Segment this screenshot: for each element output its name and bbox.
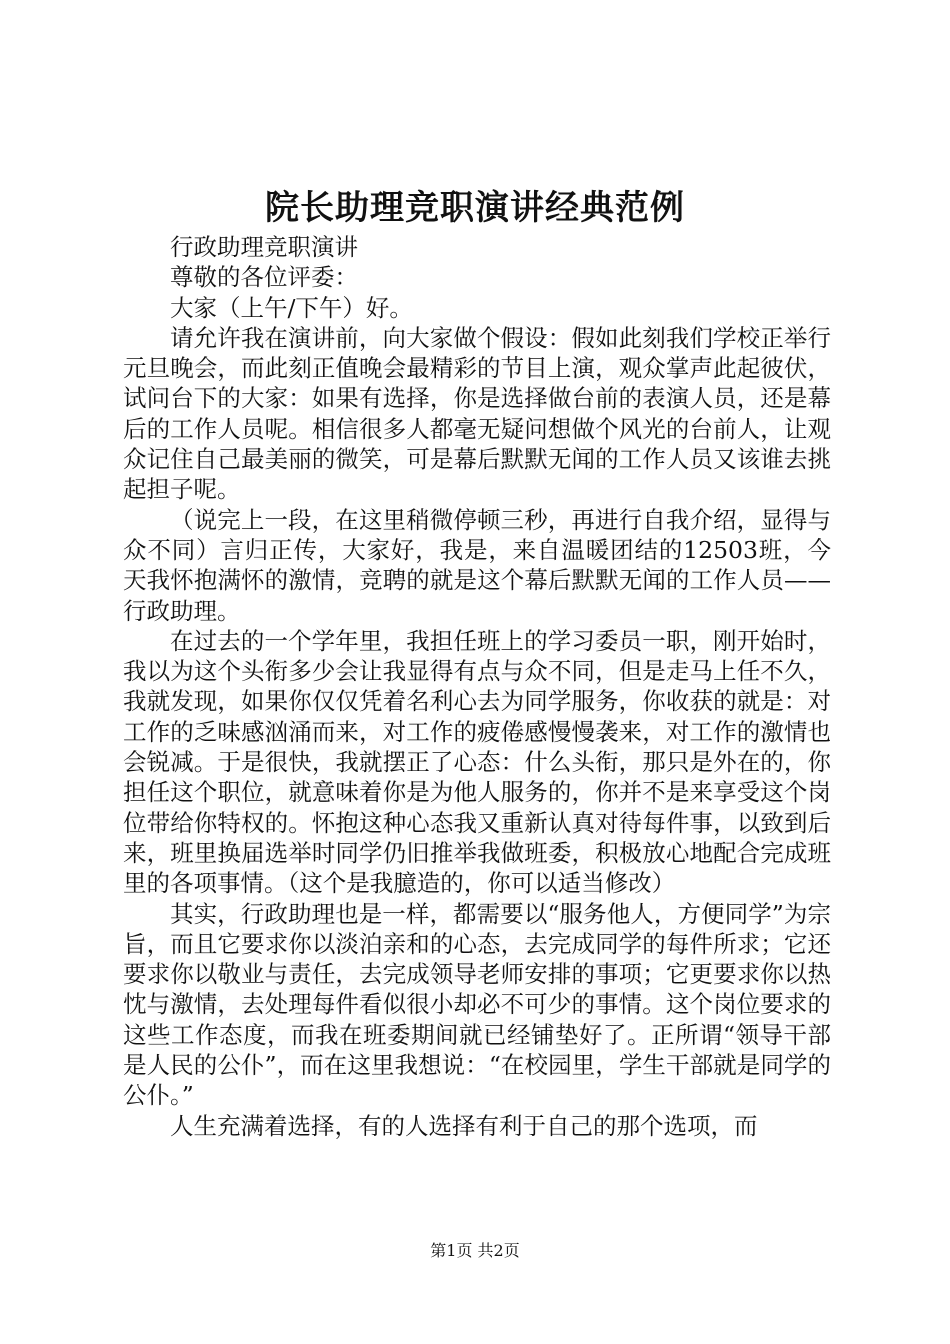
paragraph: 大家（上午/下午）好。 [170, 293, 413, 322]
paragraph: 人生充满着选择，有的人选择有利于自己的那个选项，而 [170, 1111, 758, 1140]
paragraph: （说完上一段，在这里稍微停顿三秒，再进行自我介绍，显得与众不同）言归正传，大家好，我是，来自温暖团结的12503班，今天我怀抱满怀的激情，竞聘的就是这个幕后默默无闻的工作人员——行政助理。 [123, 505, 831, 625]
document-body [123, 232, 831, 1141]
paragraph: 其实，行政助理也是一样，都需要以“服务他人，方便同学”为宗旨，而且它要求你以淡泊亲和的心态，去完成同学的每件所求；它还要求你以敬业与责任，去完成领导老师安排的事项；它更要求你以热忱与激情，去处理每件看似很小却必不可少的事情。这个岗位要求的这些工作态度，而我在班委期间就已经铺垫好了。正所谓“领导干部是人民的公仆”，而在这里我想说：“在校园里，学生干部就是同学的公仆。” [123, 899, 831, 1110]
paragraph: 在过去的一个学年里，我担任班上的学习委员一职，刚开始时，我以为这个头衔多少会让我显得有点与众不同，但是走马上任不久，我就发现，如果你仅仅凭着名利心去为同学服务，你收获的就是：对工作的乏味感汹涌而来，对工作的疲倦感慢慢袭来，对工作的激情也会锐减。于是很快，我就摆正了心态：什么头衔，那只是外在的，你担任这个职位，就意味着你是为他人服务的，你并不是来享受这个岗位带给你特权的。怀抱这种心态我又重新认真对待每件事，以致到后来，班里换届选举时同学仍旧推举我做班委，积极放心地配合完成班里的各项事情。（这个是我臆造的，你可以适当修改） [123, 626, 831, 898]
paragraph: 尊敬的各位评委： [170, 263, 358, 292]
paragraph: 行政助理竞职演讲 [170, 233, 358, 261]
paragraph: 请允许我在演讲前，向大家做个假设：假如此刻我们学校正举行元旦晚会，而此刻正值晚会最精彩的节目上演，观众掌声此起彼伏，试问台下的大家：如果有选择，你是选择做台前的表演人员，还是幕后的工作人员呢。相信很多人都毫无疑问想做个风光的台前人，让观众记住自己最美丽的微笑，可是幕后默默无闻的工作人员又该谁去挑起担子呢。 [123, 323, 831, 504]
page-footer: 第1页 共2页 [430, 1241, 520, 1260]
document-title: 院长助理竞职演讲经典范例 [265, 188, 685, 228]
